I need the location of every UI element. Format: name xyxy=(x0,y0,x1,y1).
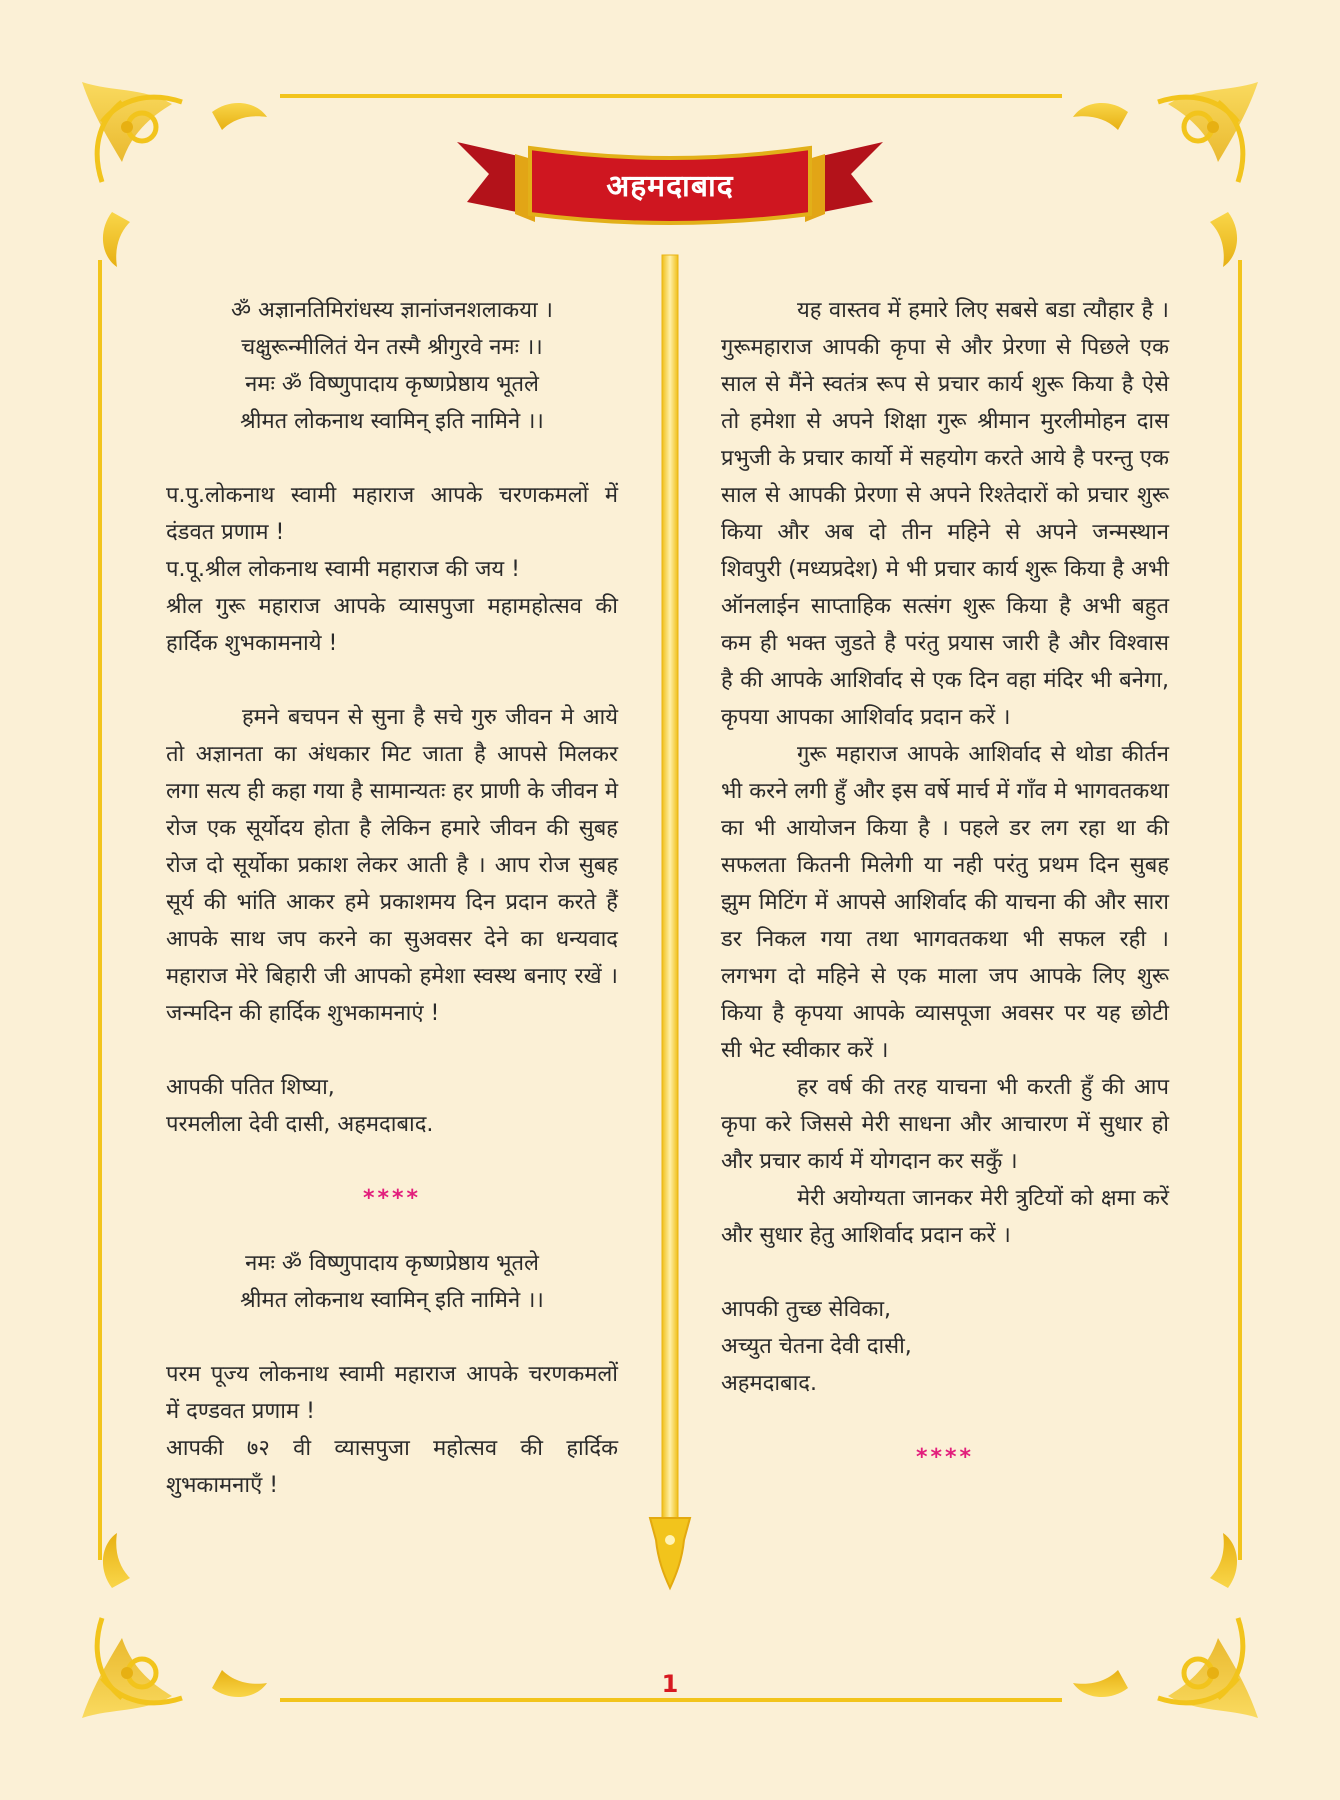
paragraph-3: हर वर्ष की तरह याचना भी करती हुँ की आप कृपा करे जिससे मेरी साधना और आचारण में सुधार हो और प्रचार कार्य में योगदान कर सकुँ । xyxy=(721,1075,1169,1174)
greeting-2: परम पूज्य लोकनाथ स्वामी महाराज आपके चरणकमलों में दण्डवत प्रणाम ! आपकी ७२ वी व्यासपुजा महोत्सव की हार्दिक शुभकामनाएँ ! xyxy=(166,1362,618,1498)
title-banner xyxy=(455,128,885,248)
message-body: हमने बचपन से सुना है सचे गुरु जीवन मे आये तो अज्ञानता का अंधकार मिट जाता है आपसे मिलकर लगा सत्य ही कहा गया है सामान्यतः हर प्राणी के जीवन मे रोज एक सूर्योदय होता है लेकिन हमारे जीवन की सुबह रोज दो सूर्योका प्रकाश लेकर आती है । आप रोज सुबह सूर्य की भांति आकर हमे प्रकाशमय दिन प्रदान करते हैं आपके साथ जप करने का सुअवसर देने का धन्यवाद महाराज मेरे बिहारी जी आपको हमेशा स्वस्थ बनाए रखें । जन्मदिन की हार्दिक शुभकामनाएं ! xyxy=(166,705,618,1026)
right-column xyxy=(721,292,1169,1476)
paragraph-2: गुरू महाराज आपके आशिर्वाद से थोडा कीर्तन भी करने लगी हुँ और इस वर्षे मार्च में गाँव मे भागवतकथा का भी आयोजन किया है । पहले डर लग रहा था की सफलता कितनी मिलेगी या नही परंतु प्रथम दिन सुबह झुम मिटिंग में आपसे आशिर्वाद की याचना की और सारा डर निकल गया तथा भागवतकथा भी सफल रही । लगभग दो महिने से एक माला जप आपके लिए शुरू किया है कृपया आपके व्यासपूजा अवसर पर यह छोटी सी भेट स्वीकार करें । xyxy=(721,742,1169,1063)
sanskrit-verse-2: नमः ॐ विष्णुपादाय कृष्णप्रेष्ठाय भूतले श्रीमत लोकनाथ स्वामिन् इति नामिने ।। xyxy=(240,1251,544,1313)
divider-stars: **** xyxy=(362,1186,422,1211)
paragraph-1: यह वास्तव में हमारे लिए सबसे बडा त्यौहार है । गुरूमहाराज आपकी कृपा से और प्रेरणा से पिछले एक साल से मैंने स्वतंत्र रूप से प्रचार कार्य शुरू किया है ऐसे तो हमेशा से अपने शिक्षा गुरू श्रीमान मुरलीमोहन दास प्रभुजी के प्रचार कार्यो में सहयोग करते आये है परन्तु एक साल से आपकी प्रेरणा से अपने रिश्तेदारों को प्रचार शुरू किया और अब दो तीन महिने से अपने जन्मस्थान शिवपुरी (मध्यप्रदेश) मे भी प्रचार कार्य शुरू किया है अभी ऑनलाईन साप्ताहिक सत्संग शुरू किया है अभी बहुत कम ही भक्त जुडते है परंतु प्रयास जारी है और विश्वास है की आपके आशिर्वाद से एक दिन वहा मंदिर भी बनेगा, कृपया आपका आशिर्वाद प्रदान करें । xyxy=(721,298,1169,730)
divider-stars: **** xyxy=(915,1445,975,1470)
left-column xyxy=(166,292,618,1504)
signature: आपकी पतित शिष्या, परमलीला देवी दासी, अहमदाबाद. xyxy=(166,1075,434,1137)
greeting: प.पु.लोकनाथ स्वामी महाराज आपके चरणकमलों में दंडवत प्रणाम ! प.पू.श्रील लोकनाथ स्वामी महाराज की जय ! श्रील गुरू महाराज आपके व्यासपुजा महामहोत्सव की हार्दिक शुभकामनाये ! xyxy=(166,483,618,656)
page-title: अहमदाबाद xyxy=(606,169,734,204)
page-number: 1 xyxy=(661,1670,679,1698)
paragraph-4: मेरी अयोग्यता जानकर मेरी त्रुटियों को क्षमा करें और सुधार हेतु आशिर्वाद प्रदान करें । xyxy=(721,1186,1169,1248)
sanskrit-verse: ॐ अज्ञानतिमिरांधस्य ज्ञानांजनशलाकया । चक्षुरून्मीलितं येन तस्मै श्रीगुरवे नमः ।। नमः ॐ विष्णुपादाय कृष्णप्रेष्ठाय भूतले श्रीमत लोकनाथ स्वामिन् इति नामिने ।। xyxy=(230,298,553,434)
signature: आपकी तुच्छ सेविका, अच्युत चेतना देवी दासी, अहमदाबाद. xyxy=(721,1297,912,1396)
